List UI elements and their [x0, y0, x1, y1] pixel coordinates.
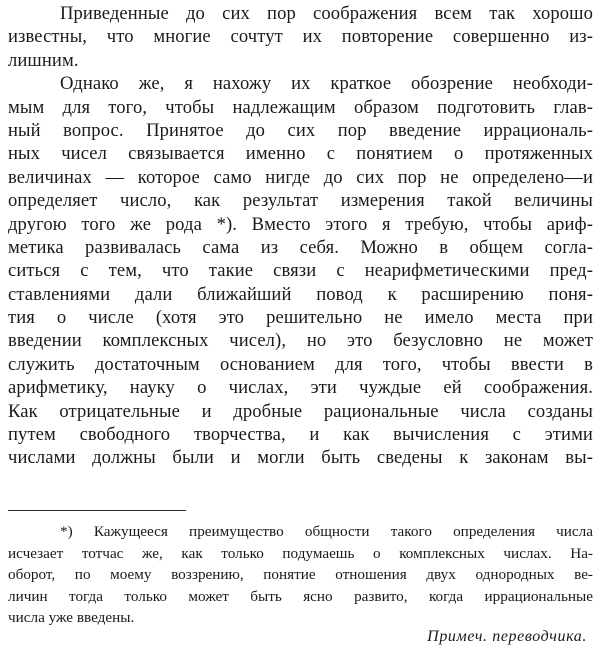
- text-line: ставлениями дали ближайший повод к расширению поня-: [8, 283, 593, 305]
- text-line: определяет число, как результат измерения такой величины: [8, 190, 593, 212]
- footnote-block: [8, 521, 593, 629]
- text-line: Как отрицательные и дробные рациональные числа созданы: [8, 400, 593, 422]
- text-line: числами должны были и могли быть сведены к законам вы-: [8, 447, 593, 469]
- text-line: лишним.: [8, 49, 79, 71]
- footnote-divider: [8, 510, 186, 511]
- text-line: Однако же, я нахожу их краткое обозрение необходи-: [60, 73, 593, 95]
- text-line: величинах — которое само нигде до сих пор не определено—и: [8, 166, 593, 188]
- text-line: ных чисел связывается именно с понятием о протяженных: [8, 143, 593, 165]
- text-line: известны, что многие сочтут их повторение совершенно из-: [8, 26, 593, 48]
- text-line: путем свободного творчества, и как вычисления с этими: [8, 424, 593, 446]
- translator-note-signature: Примеч. переводчика.: [427, 628, 587, 645]
- text-line: мым для того, чтобы надлежащим образом подготовить глав-: [8, 96, 593, 118]
- footnote-line: *) Кажущееся преимущество общности такого определения числа: [60, 523, 593, 540]
- text-line: метика развивалась сама из себя. Можно в общем согла-: [8, 236, 593, 258]
- text-line: Приведенные до сих пор соображения всем так хорошо: [60, 3, 593, 24]
- footnote-line: личин тогда только может быть ясно развито, когда иррациональные: [8, 587, 593, 605]
- text-line: введении комплексных чисел), но это безусловно не может: [8, 330, 593, 352]
- text-line: служить достаточным основанием для того, чтобы ввести в: [8, 353, 593, 375]
- text-line: ный вопрос. Принятое до сих пор введение иррациональ-: [8, 119, 593, 141]
- footnote-line: числа уже введены.: [8, 609, 135, 627]
- text-line: ситься с тем, что такие связи с неарифметическими пред-: [8, 260, 593, 282]
- main-text-block: [8, 2, 593, 470]
- text-line: тия о числе (хотя это решительно не имело места при: [8, 307, 593, 329]
- text-line: арифметику, науку о числах, эти чуждые ей соображения.: [8, 377, 593, 399]
- footnote-line: исчезает тотчас же, как только подумаешь о комплексных числах. На-: [8, 544, 593, 562]
- text-line: другою того же рода *). Вместо этого я требую, чтобы ариф-: [8, 213, 593, 235]
- footnote-line: оборот, по моему воззрению, понятие отношения двух однородных ве-: [8, 566, 593, 584]
